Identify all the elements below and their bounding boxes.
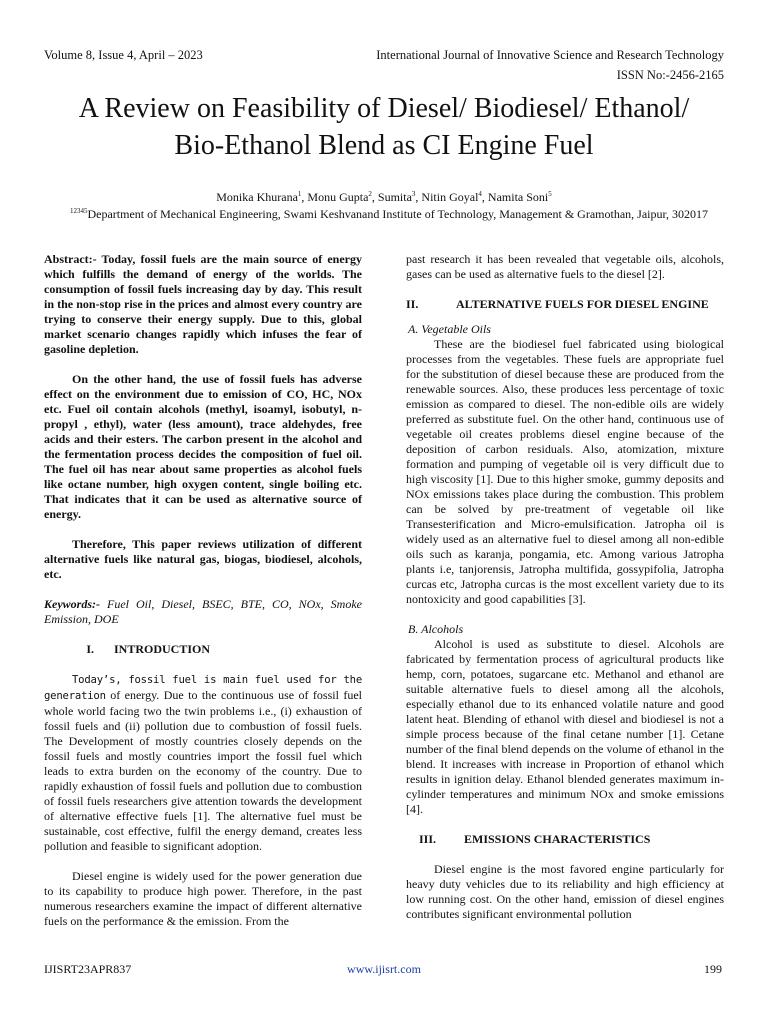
author-separator: ,	[415, 190, 422, 204]
keywords	[44, 597, 362, 627]
author-affil-mark: 4	[478, 190, 482, 198]
author-name: Monika Khurana	[216, 190, 298, 204]
author-name: Monu Gupta	[307, 190, 369, 204]
footer-page-number: 199	[704, 962, 722, 976]
section-number: III.	[418, 832, 436, 846]
abstract-paragraph-2: On the other hand, the use of fossil fuels has adverse effect on the environment due to emission of CO, HC, NOx etc. Fuel oil contain alcohols (methyl, isoamyl, isobutyl, n-propyl , ethyl), water (less amount), trace aldehydes, free acids and their esters. The carbon present in the alcohol and the fermentation process decides the composition of fuel oil. The fuel oil has near about same properties as alcohol fuels like octane number, high oxygen content, single boiling etc. That indicates that it can be used as alternative source of energy.	[44, 372, 362, 521]
section-title: ALTERNATIVE FUELS FOR DIESEL ENGINE	[456, 297, 709, 311]
running-header-journal: International Journal of Innovative Science and Research Technology	[376, 48, 724, 62]
abstract-paragraph-3: Therefore, This paper reviews utilization of different alternative fuels like natural gas, biogas, biodiesel, alcohols, etc.	[44, 537, 362, 581]
intro-paragraph-1	[44, 672, 362, 854]
paper-title-line-2: Bio-Ethanol Blend as CI Engine Fuel	[174, 130, 594, 161]
vegetable-oils-paragraph: These are the biodiesel fuel fabricated using biological processes from the vegetables. These fuels are appropriate fuel for the substitution of diesel because these are produced from the renewable sources. Also, these produces less percentage of toxic emission as compared to diesel. The non-edible oils are widely preferred as substitute fuel. On the other hand, continuous use of vegetable oil creates problems diesel engine because of the deposition of carbon residuals. Also, atomization, mixture formation and pumping of vegetable oil is very difficult due to high viscosity [1]. Due to this higher smoke, gummy deposits and NOx emissions takes place during the combustion. This problem can be solved by pre-treatment of vegetable oil like Transesterification and Micro-emulsification. Jatropha oil is widely used as an alternative fuel to diesel among all non-edible oils such as karanja, pongamia, etc. Among various Jatropha plants i.e, tanjorensis, Jatropha multifida, gossypifolia, Jatropha curcas etc, Jatropha curcas is the most excellent variety due to its nontoxicity and good capabilities [3].	[406, 337, 724, 606]
running-header-volume: Volume 8, Issue 4, April – 2023	[44, 48, 203, 62]
intro-paragraph-2: Diesel engine is widely used for the power generation due to its capability to produce high power. Therefore, in the past numerous researchers examine the impact of different alternative fuels on the performance & the emission. From the	[44, 869, 362, 928]
paper-title	[40, 90, 728, 164]
footer-website-link[interactable]: www.ijisrt.com	[347, 962, 421, 976]
author-separator: ,	[371, 190, 378, 204]
alcohols-paragraph: Alcohol is used as substitute to diesel. Alcohols are fabricated by fermentation process of agricultural products like hemp, corn, potatoes, sugarcane etc. Methanol and ethanol are suitable alternative fuels to diesel among all the alcohols, especially ethanol due to its enhanced volatile nature and good latent heat. Blending of ethanol with diesel and biodiesel is not a simple process because of the final cetane number [1]. Cetane number of the final blend depends on the volume of ethanol in the blend. It increases with increase in Proportion of ethanol which results in ignition delay. Ethanol blended generates maximum in-cylinder temperatures and minimum NOx and smoke emissions [4].	[406, 637, 724, 816]
section-heading-introduction	[44, 642, 362, 657]
author-affil-mark: 2	[368, 190, 372, 198]
keywords-label: Keywords:-	[44, 597, 100, 611]
intro-paragraph-2-continued: past research it has been revealed that vegetable oils, alcohols, gases can be used as alternative fuels to the diesel [2].	[406, 252, 724, 281]
section-number: II.	[406, 297, 419, 311]
author-affiliation	[40, 207, 738, 222]
subsection-heading-vegetable-oils: A. Vegetable Oils	[408, 322, 491, 336]
author-affil-mark: 1	[297, 190, 302, 198]
footer-article-id: IJISRT23APR837	[44, 962, 132, 976]
subsection-heading-alcohols: B. Alcohols	[408, 622, 464, 636]
affiliation-text: Department of Mechanical Engineering, Swami Keshvanand Institute of Technology, Management & Gramothan, Jaipur, 302017	[87, 207, 708, 221]
section-heading-emissions	[406, 832, 724, 847]
issn-number: ISSN No:-2456-2165	[616, 68, 724, 82]
abstract-paragraph-1: Abstract:- Today, fossil fuels are the main source of energy which fulfills the demand of energy of the worlds. The consumption of fossil fuels increasing day by day. This result in the non-stop rise in the prices and almost every country are trying to conserve their energy supply. Due to this, global market scenario changes rapidly which infuses the fear of gasoline depletion.	[44, 252, 362, 356]
section-number: I.	[86, 642, 94, 656]
intro-first-line: Today’s, fossil fuel is main fuel used for the generation	[44, 674, 362, 702]
author-name: Sumita	[377, 190, 412, 204]
author-separator: ,	[301, 190, 308, 204]
author-affil-mark: 5	[548, 190, 552, 198]
affiliation-marks: 12345	[69, 207, 88, 215]
intro-paragraph-1-text: of energy. Due to the continuous use of fossil fuel whole world facing two the twin problems i.e., (i) exhaustion of fossil fuels and (ii) pollution due to combustion of fossil fuels. The Development of mostly countries closely depends on the fossil fuels and mostly countries import the fossil fuel which leads to extra burden on the economy of the country. Due to rapidly exhaustion of fossil fuels and pollution due to combustion of fossil fuels researchers give attention towards the development of alternative effective fuels [1]. The alternative fuel must be sustainable, cost effective, fulfil the energy demand, creates less pollution and feasible to significant adoption.	[44, 688, 363, 853]
left-column	[44, 252, 362, 929]
keywords-text: Fuel Oil, Diesel, BSEC, BTE, CO, NOx, Smoke Emission, DOE	[44, 597, 362, 626]
author-list	[0, 190, 768, 205]
author-name: Nitin Goyal	[421, 190, 479, 204]
author-affil-mark: 3	[411, 190, 416, 198]
section-title: EMISSIONS CHARACTERISTICS	[464, 832, 651, 846]
emissions-paragraph: Diesel engine is the most favored engine particularly for heavy duty vehicles due to its reliability and high efficiency at low running cost. On the other hand, emission of diesel engines contributes significant environmental pollution	[406, 862, 724, 921]
author-separator: ,	[481, 190, 488, 204]
right-column	[406, 252, 724, 922]
author-name: Namita Soni	[487, 190, 549, 204]
section-heading-alternative-fuels	[406, 297, 724, 312]
paper-title-line-1: A Review on Feasibility of Diesel/ Biodiesel/ Ethanol/	[78, 93, 690, 124]
section-title: INTRODUCTION	[114, 642, 211, 656]
